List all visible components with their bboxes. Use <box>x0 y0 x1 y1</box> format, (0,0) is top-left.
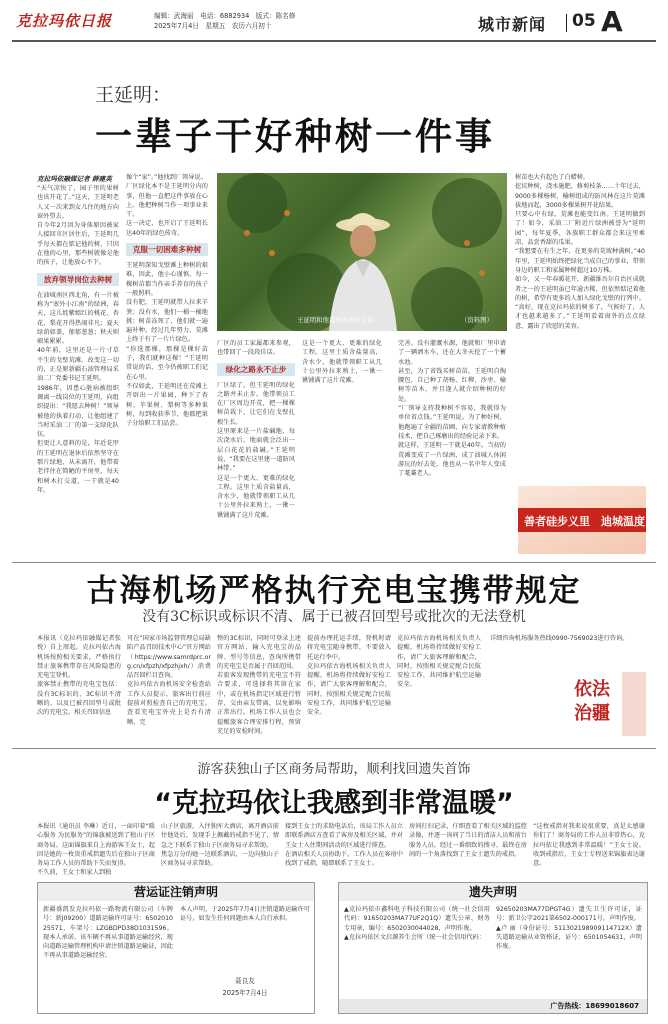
divider <box>12 748 656 749</box>
notice1-date: 2025年7月4日 <box>222 989 268 997</box>
paragraph: 自今年2月因为身体原因被家人接回市区居住后，王延明几乎每天都在惦记他的树，只因在他的心里，那些树就像是他的孩子，让他放心不下。 <box>37 222 119 267</box>
badge-text: 善者硅步义里 迪城温度 <box>524 515 645 528</box>
paragraph: 甚至，为了省钱买树苗苗，王延明自掏腰包，自己种了胡杨、红柳、沙枣、榆树等苗木，并且逢人就介绍种树的好处。 <box>398 367 506 403</box>
article1-col2 <box>126 173 208 558</box>
notice2-box <box>338 882 648 1014</box>
paragraph: ▲卢 丽（身份证号：511302198909114712X）遗失道路运输从业资格证，证号：6501054631，声明作废。 <box>496 924 642 951</box>
article1-col4 <box>302 339 382 559</box>
paragraph: “这枚戒指对我来说很重要，真是太感谢你们了！商务局的工作人员非常热心，克拉玛依让我感到非常温暖！”王女士说。收到戒指后，王女士专程送来锦旗表达谢意。 <box>533 823 645 868</box>
paragraph: 旅客禁止携带的充电宝包括：没有3C标识的、3C标识不清晰的，以及已被召回型号或批次的充电宝。相关召回信息 <box>37 681 121 717</box>
paragraph: 不久前，王女士和家人到独 <box>37 869 112 877</box>
paragraph: 房间打扫记录，仔细查看了相关区域的监控录像，并逐一询问了当日的清洁人员和前台服务人员。经过一番细致的搜寻，最终在房间的一个角落找到了王女士遗失的戒指。 <box>409 823 527 858</box>
masthead-logo: 克拉玛依日报 <box>16 12 113 30</box>
paragraph: 但更让人意料的是，年近花甲的王延明在退休后依然坚守在那片绿地，从未离开，他带着老伴住在简陋的平房里，每天和树木打交道，一干就是40年。 <box>37 440 119 494</box>
subhead-bar <box>37 273 119 286</box>
notice1-signature: 聂良友 <box>235 977 255 985</box>
paragraph: 这是一个更大、更难的绿化工程。这里土质含盐量高，含水少，他就带领职工从几十公里外拉来熟土，一锹一锹铺满了这片荒滩。 <box>302 340 382 385</box>
paragraph: 本人声明，于2025年7月4日注销道路运输许可证号，如发生任何问题由本人自行承担。 <box>180 906 310 923</box>
article2-badge <box>566 668 646 740</box>
paragraph: ▲克拉玛依市鑫科电子科技有限公司（统一社会信用代码：91650203MA77UF2Q1Q）遗失公章、财务专用章，编号：6502030044028，声明作废。 <box>344 906 490 932</box>
notice1-col2 <box>180 905 310 965</box>
paragraph: 焦急万分的她一边联系酒店，一边向独山子区商务局寻求帮助。 <box>161 850 279 868</box>
article1-col6 <box>515 173 645 481</box>
article2-subtitle: 没有3C标识或标识不清、属于已被召回型号或批次的无法登机 <box>142 609 526 625</box>
notice2-col2 <box>496 905 642 999</box>
header-info-line2: 2025年7月4日 星期五 农历六月初十 <box>154 22 272 30</box>
paragraph: 这里原来是一片盐碱地，每次浇水后，地面就会泛出一层白花花的盐碱。”王延明说，“我要在这里建一道防风林带。” <box>217 428 295 473</box>
badge-text: 依法治疆 <box>574 679 610 724</box>
subhead-bar <box>217 363 295 376</box>
article3-col3 <box>285 822 403 878</box>
notice2-title: 遗失声明 <box>339 883 647 901</box>
article3-col2 <box>161 822 279 878</box>
edition-letter: A <box>601 5 623 38</box>
paragraph: 克拉玛依古海机场安全检查站工作人员提示，旅客出行前应提前对照检查自己的充电宝。查看充电宝外壳上是否有清晰、完 <box>127 681 211 726</box>
article1-title: 一辈子干好种树一件事 <box>95 115 495 158</box>
header-info <box>154 11 295 31</box>
article1-col1 <box>37 184 119 558</box>
orchard-photo-illustration <box>217 173 507 331</box>
paragraph: “厂领导支持我种树不容易，我就得为单位省点钱。”王延明说。为了种好树，他跑遍了全疆的苗圃，向专家请教种植技术，把自己琢磨出的经验记录下来。 <box>398 405 506 440</box>
paragraph: 整的3C标识，同时可登录上述官方网站，输入充电宝的品牌、型号等信息，查询所携带的充电宝是否属于召回范围。 <box>217 635 301 670</box>
ad-hotline: 广告热线：18699018607 <box>339 999 647 1013</box>
notice2-col1 <box>344 905 490 999</box>
article1-byline: 克拉玛依融媒记者 薛建英 <box>37 175 112 183</box>
subhead-3: 绿化之路永不止步 <box>225 364 287 374</box>
article1-col3 <box>217 339 295 559</box>
notice1-title: 营运证注销声明 <box>38 883 314 901</box>
paragraph: 40年前，这里还是一片寸草不生的戈壁荒滩。改变这一切的，正是原新疆石油管理局采油二厂党委书记王延明。 <box>37 347 119 383</box>
paragraph: 只要心中有绿，荒滩也能变红南。王延明做到了！如今，采油二厂附近片绿洲被誉为“延明园”，每年夏季，各族职工群众都会来这里乘凉、品尝香甜的瓜果。 <box>515 211 645 247</box>
article2-col2 <box>127 634 211 744</box>
paragraph: 厂区绿了，但王延明的绿化之路并未止步。他带领员工在厂区周边开荒，把一棵棵树苗栽下，让它们在戈壁扎根生长。 <box>217 381 295 426</box>
header-rule <box>12 40 656 42</box>
paragraph: 如今，又一年春暖花开，新疆维吾尔自治区成就者之一的王延明虽已年逾古稀，但依然惦记着他的树，希望有更多的人加入绿化戈壁的行列中。 <box>515 276 645 302</box>
article2-col1 <box>37 634 121 744</box>
header-info-line1: 编辑：武海丽 电话：6882934 版式：陈名修 <box>154 12 296 20</box>
paragraph: 若旅客发现携带的充电宝不符合要求，可选择将其留在家中，或在机场指定区域进行暂存、交由亲友带离，以免影响正常出行。机场工作人员也会提醒旅客合理安排行程，预留充足的安检时间。 <box>217 672 301 735</box>
subhead-bar <box>126 243 208 256</box>
article1-badge <box>518 486 646 554</box>
article2-col5 <box>397 634 481 744</box>
article1-photo <box>217 173 507 331</box>
notice1-col1 <box>43 905 173 1011</box>
paragraph: 不仅如此，王延明还在荒滩上开辟出一片果园，种下了杏树、苹果树、梨树等多种果树，每到收获季节，他都把果子分给职工们品尝。 <box>126 382 208 428</box>
paragraph: 本报讯（克拉玛依融媒记者张悦）自上周起，克拉玛依古海机场按照相关要求，严格执行禁止旅客携带存在风险隐患的充电宝登机。 <box>37 635 121 680</box>
paragraph: 王延明深知戈壁滩上种树的艰难，因此，他小心谨慎，每一棵树苗都当作亲手养育的孩子一般照料。 <box>126 262 208 297</box>
page-number: 05 <box>572 11 596 31</box>
paragraph: 本报讯（通讯员 李琳）近日，一面印着“暖心服务 为民服务”的锦旗被送到了独山子区商务局。这面锦旗来自上海游客王女士，起因是她的一枚贵重戒指遗失后在独山子区商务局工作人员的帮助下失而复得。 <box>37 823 155 868</box>
article3-col4 <box>409 822 527 878</box>
section-name: 城市新闻 <box>478 15 547 34</box>
article2-col4 <box>307 634 391 744</box>
paragraph: 没有肥，王延明就带人拉来羊粪；没有水，他们一桶一桶地挑；树苗冻死了，他们就一遍遍补种。经过几年努力，荒滩上终于有了一片片绿色。 <box>126 299 208 344</box>
article1-col5 <box>398 339 506 559</box>
badge-accent <box>622 672 646 736</box>
paragraph: “天气凉快了，园子里的果树也该开花了。”这天，王延明老人又一次来到女儿住的地方向窗外望去。 <box>37 185 119 220</box>
paragraph: “你选那棵，那棵是棵好苗子，我们就种这棵！”王延明常说的话，至今仍被职工们记在心里。 <box>126 345 208 381</box>
paragraph: 树苗也大有起色了白蜡树。 <box>515 174 590 181</box>
paragraph: 在酒店相关人员协助下，工作人员在客房中找到了戒指，随即联系了王女士。 <box>285 850 403 868</box>
paragraph: 这一决定，也开启了王延明长达40年的绿色传奇。 <box>126 220 208 237</box>
article3-title: “克拉玛依让我感到非常温暖” <box>154 788 514 819</box>
article2-col3 <box>217 634 301 744</box>
paragraph: 克拉玛依古海机场相关负责人提醒，机场将持续做好安检工作，请广大旅客理解和配合，同时，按照相关规定配合民航安检工作，共同维护航空运输安全。 <box>307 662 391 717</box>
notice1-box <box>37 882 315 1014</box>
paragraph: 山子区旅游，入住独库大酒店，离开酒店前往他处后，发现手上佩戴的戒指不见了，情急之下联系了独山子区商务局寻求帮助。 <box>161 823 279 849</box>
paragraph: 就这样，王延明一干就是40年。当初的荒滩变成了一片绿洲，成了油城人休闲游玩的好去处，他也从一名中年人变成了耄耋老人。 <box>398 442 506 478</box>
divider <box>12 562 656 563</box>
paragraph: 1986年，因患心脏病被组织调离一线岗位的王延明，向组织提出：“我愿去种树！”领导被他的执着打动，让他组建了当时采油二厂的第一支绿化队伍。 <box>37 384 119 439</box>
paragraph: 挖坑种树，浇水施肥，修剪枝条……十年过去，9000多棵杨树、榆树组成的防风林在这片荒滩拔地而起，3000多棵果树开花结果。 <box>515 183 645 209</box>
photo-caption: 王延明和他栽种的果树合影。 <box>297 316 381 324</box>
paragraph: 像个“家”。”他找到厂领导说。 <box>126 174 207 181</box>
paragraph: 可在“国家市场监督管理总局缺陷产品召回技术中心”官方网站（https://www.samrdprc.org.cn/xfpzh/xfpzhjxh/）消费品召回栏目查询。 <box>127 635 211 680</box>
paragraph: 这是一个更大、更难的绿化工程。这里土质含盐量高，含水少，他就带领职工从几十公里外拉来熟土，一锹一锹铺满了这片荒滩。 <box>217 474 295 519</box>
paragraph: 新疆盛凯发克拉玛依一路物流有限公司（车牌号：新J09200）道路运输许可证号：650201025571，车架号：LZGBDPD38D1031596。现本人承诺，该车辆不再从事道路运输经营，现向道路运输管理机构申请注销道路运输证，因此不再从事道路运输经营。 <box>43 906 173 960</box>
article2-title: 古海机场严格执行充电宝携带规定 <box>86 573 582 609</box>
paragraph: “我想要在有生之年，在更多的荒坡种满树。”40年里，王延明始终把绿化当成自己的事业，带领身边的职工和家属种树超过10万株。 <box>515 248 645 274</box>
paragraph: 提前办理托运手续，登机时请将充电宝随身携带，不要放入托运行李中。 <box>307 635 391 661</box>
paragraph: 完善。没有灌溉水源，他就和厂里申请了一辆洒水车，还在大冬天挖了一个蓄水池。 <box>398 340 506 366</box>
paragraph: 厂区绿化本不是王延明分内的事，但他一直把这件事放在心上。他把种树当作一项事业来干。 <box>126 183 208 219</box>
paragraph: 详细咨询机场服务热线0990-7569023进行咨询。 <box>490 635 629 642</box>
subhead-1: 放弃领导岗位去种树 <box>43 274 113 284</box>
article3-col1 <box>37 822 155 878</box>
article3-kicker: 游客获独山子区商务局帮助，顺利找回遗失首饰 <box>197 762 471 777</box>
header-separator <box>566 14 567 32</box>
paragraph: 在油城南区西北角，有一片被称为“塞外小江南”的绿洲，春天，这儿姹紫嫣红的桃花、杏花、梨花开得热闹非凡；夏天绿荫如盖，郁郁葱葱；秋天则硕果累累。 <box>37 291 119 346</box>
paragraph: “真好，现在克拉玛依的树多了，气候好了，人才也越来越多了。”王延明看着窗外的点点绿意，露出了欣慰的笑容。 <box>515 304 645 330</box>
paragraph: 92650203MA77DPGT4G）遗失卫生许可证，证号：新卫公字2021第6502-000171号，声明作废。 <box>496 906 642 923</box>
article3-col5 <box>533 822 645 878</box>
paragraph: 接到王女士的求助电话后，该局工作人员立即联系酒店方查看了客房及相关区域，并对王女士入住期间活动的区域进行排查。 <box>285 823 403 849</box>
photo-credit: （资料图） <box>461 316 493 324</box>
paragraph: 克拉玛依古海机场相关负责人提醒，机场将持续做好安检工作，请广大旅客理解和配合，同时，按照相关规定配合民航安检工作，共同维护航空运输安全。 <box>397 635 481 689</box>
paragraph: ▲克拉玛依区文启源养生会所（统一社会信用代码： <box>344 933 485 941</box>
paragraph: 厂区的员工家属都来参观，也带回了一段段佳话。 <box>217 340 295 357</box>
article1-kicker: 王延明： <box>95 84 172 106</box>
subhead-2: 克服一切困难多种树 <box>132 245 202 255</box>
article2-col6 <box>490 634 640 664</box>
